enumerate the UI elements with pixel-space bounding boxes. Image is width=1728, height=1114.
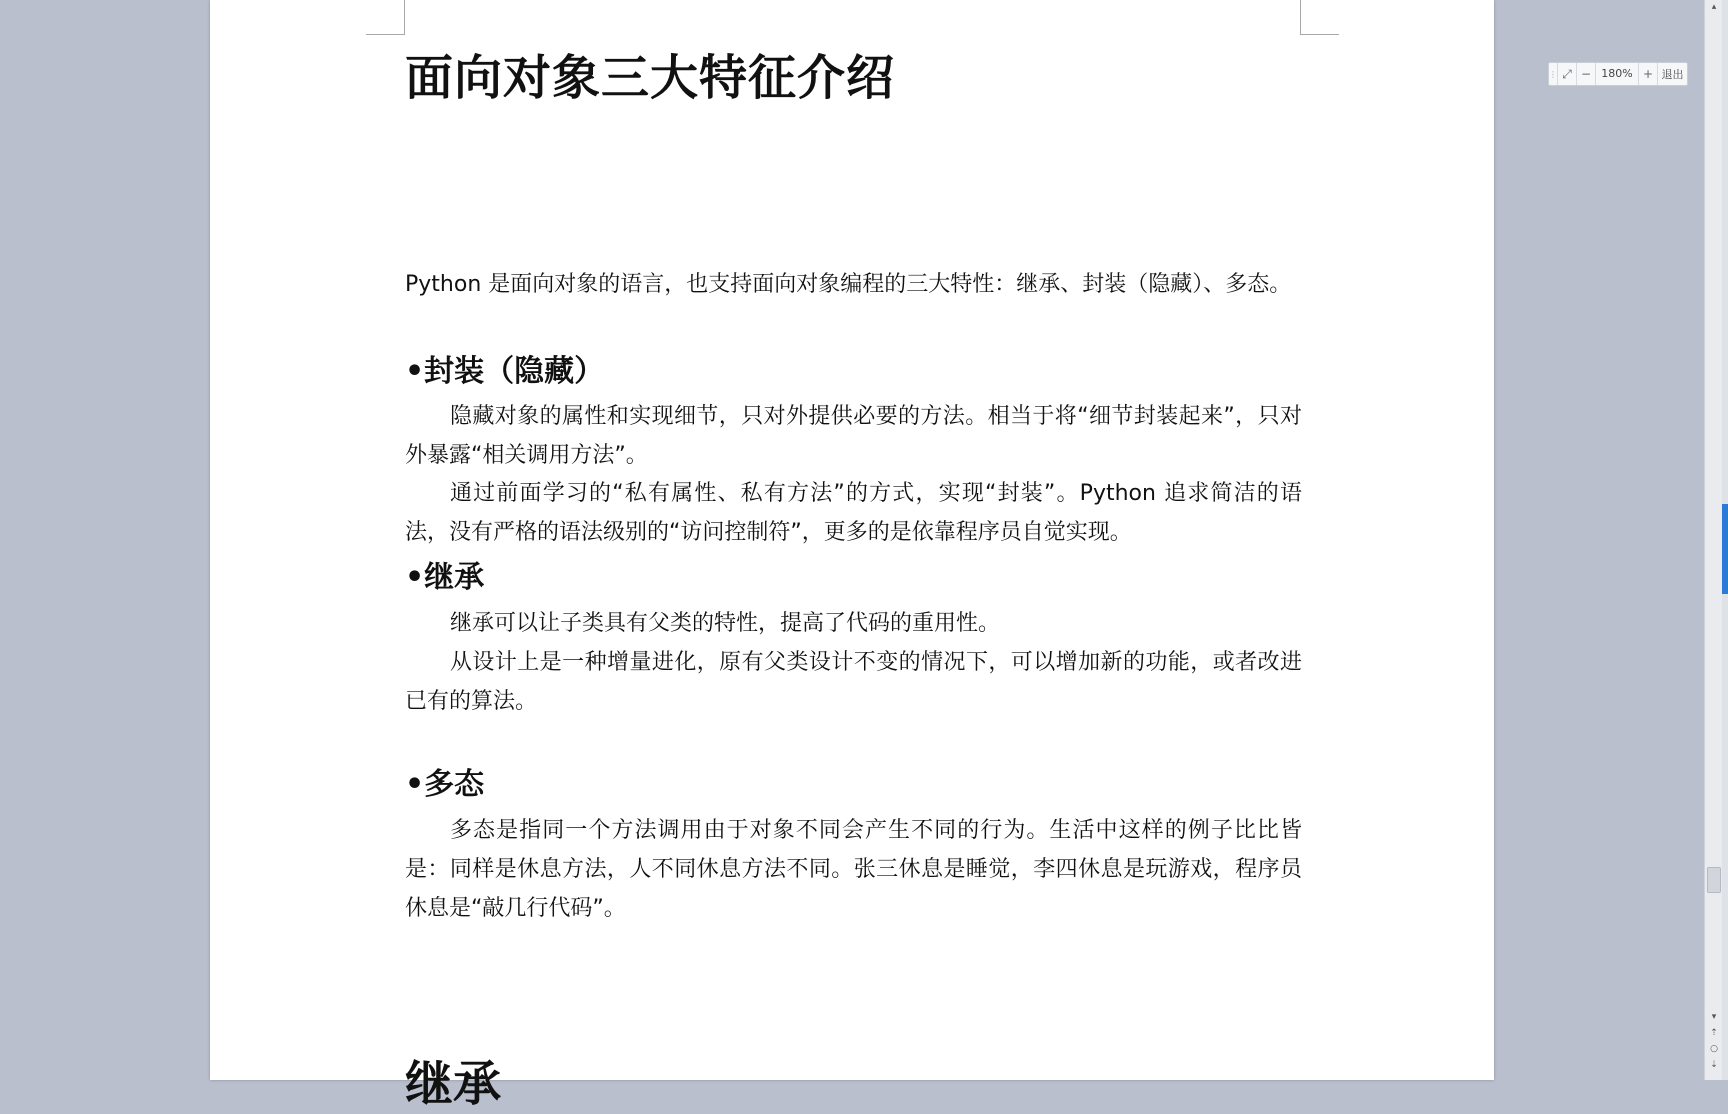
next-section-heading: 继承	[405, 1056, 502, 1112]
zoom-out-button[interactable]: −	[1577, 63, 1596, 85]
exit-button[interactable]: 退出	[1661, 68, 1684, 81]
inheritance-paragraph-1: 继承可以让子类具有父类的特性，提高了代码的重用性。	[450, 611, 1001, 636]
toolbar-grip-icon[interactable]: ⋮	[1549, 63, 1558, 85]
next-page-icon[interactable]: ⇣	[1710, 1060, 1718, 1070]
select-browse-object-icon[interactable]: ○	[1710, 1044, 1718, 1054]
document-title: 面向对象三大特征介绍	[405, 50, 896, 106]
margin-corner-top-right	[1300, 0, 1339, 35]
intro-paragraph: Python 是面向对象的语言，也支持面向对象编程的三大特性：继承、封装（隐藏）、多态。	[405, 272, 1292, 297]
section-heading-polymorphism: •多态	[405, 767, 485, 802]
fit-page-icon: ⤢	[1562, 66, 1572, 81]
previous-page-icon[interactable]: ⇡	[1710, 1028, 1718, 1038]
margin-corner-top-left	[366, 0, 405, 35]
encapsulation-paragraph-1: 隐藏对象的属性和实现细节，只对外提供必要的方法。相当于将“细节封装起来”，只对外暴露“相关调用方法”。	[405, 404, 1302, 468]
inheritance-paragraph-2: 从设计上是一种增量进化，原有父类设计不变的情况下，可以增加新的功能，或者改进已有的算法。	[405, 650, 1302, 714]
zoom-level[interactable]: 180%	[1596, 63, 1639, 85]
scrollbar-thumb[interactable]	[1707, 867, 1721, 893]
scroll-up-icon[interactable]: ▴	[1711, 2, 1717, 12]
polymorphism-paragraph: 多态是指同一个方法调用由于对象不同会产生不同的行为。生活中这样的例子比比皆是：同样是休息方法，人不同休息方法不同。张三休息是睡觉，李四休息是玩游戏，程序员休息是“敲几行代码”。	[405, 818, 1302, 921]
section-heading-encapsulation: •封装（隐藏）	[405, 354, 605, 389]
document-page	[210, 0, 1494, 1112]
vertical-scrollbar[interactable]	[1704, 0, 1723, 1080]
encapsulation-paragraph-2: 通过前面学习的“私有属性、私有方法”的方式，实现“封装”。Python 追求简洁的语法，没有严格的语法级别的“访问控制符”，更多的是依靠程序员自觉实现。	[405, 481, 1302, 545]
scroll-down-icon[interactable]: ▾	[1711, 1012, 1717, 1022]
zoom-toolbar	[1548, 62, 1688, 86]
section-heading-inheritance: •继承	[405, 560, 485, 595]
zoom-in-button[interactable]: +	[1639, 63, 1658, 85]
side-panel-toggle[interactable]	[1722, 504, 1728, 594]
fit-page-button[interactable]	[1558, 63, 1577, 85]
